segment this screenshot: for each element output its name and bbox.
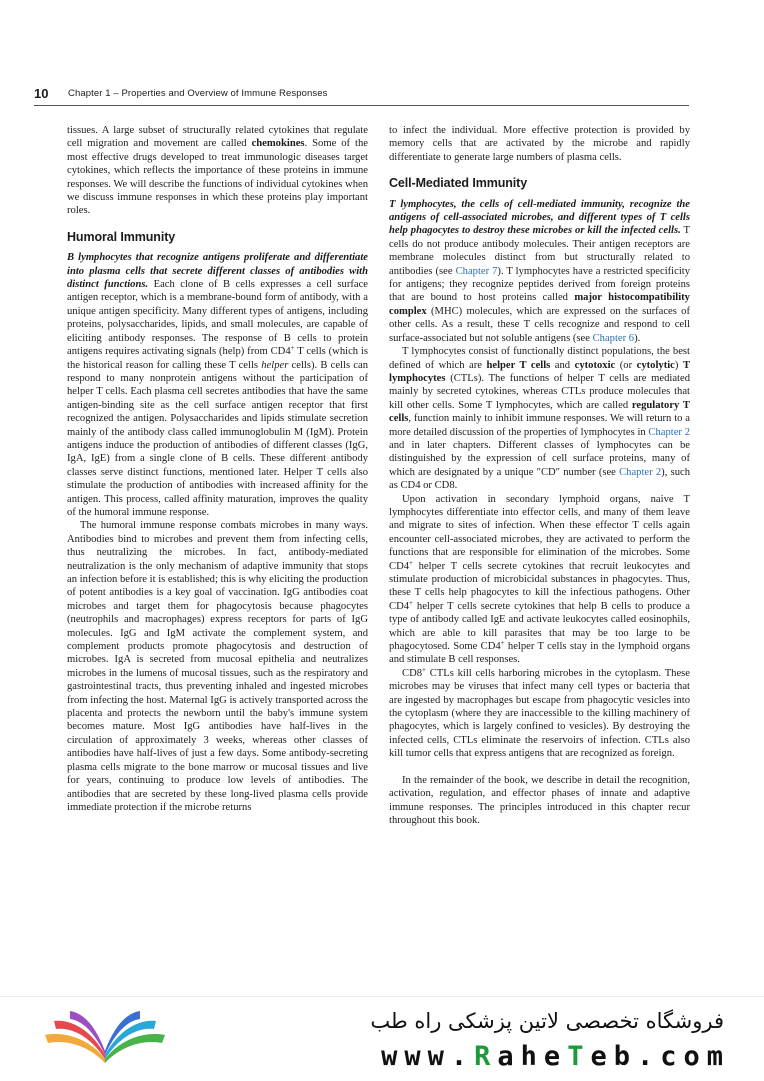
paragraph: The humoral immune response combats microbes in many ways. Antibodies bind to microbes and prevent them from infecting cells, thus neutralizing the microbes. In fact, antibody-mediated neutralization is the only mechanism of adaptive immunity that stops an infection before it is established; this is why eliciting the production of potent antibodies is a key goal of vaccination. IgG antibodies coat microbes and target them for phagocytosis because phagocytes (neutrophils and macrophages) express receptors for parts of IgG molecules. IgG and IgM activate the complement system, and complement products promote phagocytosis and destruction of microbes. IgA is secreted from mucosal epithelia and neutralizes microbes in the lumens of mucosal tissues, such as the respiratory and gastrointestinal tracts, thus preventing inhaled and ingested microbes from infecting the host. Maternal IgG is actively transported across the placenta and protects the newborn until the baby's immune system becomes mature. Most IgG antibodies have half-lives in the circulation of approximately 3 weeks, whereas other classes of antibodies have half-lives of just a few days. Some antibody-secreting plasma cells migrate to the bone marrow or mucosal tissues and live for years, continuing to produce low levels of antibodies. The antibodies that are secreted by these long-lived plasma cells provide immediate protection if the microbe returns [67, 520, 368, 813]
chapter-link[interactable]: Chapter 6 [592, 332, 635, 344]
paragraph: CD8+ CTLs kill cells harboring microbes in the cytoplasm. These microbes may be viruses that infect many cell types or bacteria that are ingested by macrophages but escape from phagocytic vesicles into the cytoplasm (where they are inaccessible to the killing machinery of phagocytes, which is largely confined to vesicles). By destroying the infected cells, CTLs eliminate the reservoirs of infection. CTLs also kill tumor cells that express antigens that are recognized as foreign. [389, 665, 690, 760]
chapter-link[interactable]: Chapter 7 [455, 265, 498, 277]
paragraph: T lymphocytes consist of functionally distinct populations, the best defined of which are helper T cells and cytotoxic (or cytolytic) T lymphocytes (CTLs). The functions of helper T cells are mediated mainly by secreted cytokines, whereas CTLs produce molecules that kill other cells. Some T lymphocytes, which are called regulatory T cells, function mainly to inhibit immune responses. We will return to a more detailed discussion of the properties of lymphocytes in Chapter 2 and in later chapters. Different classes of lymphocytes can be distinguished by the expression of cell surface proteins, many of which are designated by a unique "CD" number (see Chapter 2), such as CD4 or CD8. [389, 346, 690, 492]
paragraph: B lymphocytes that recognize antigens proliferate and differentiate into plasma cells that secrete different classes of antibodies with distinct functions. Each clone of B cells expresses a cell surface antigen receptor, which is a membrane-bound form of antibody, with a unique antigen specificity. Many different types of antigens, including proteins, polysaccharides, lipids, and small molecules, are capable of eliciting antibody responses. The response of B cells to protein antigens requires activating signals (help) from CD4+ T cells (which is the historical reason for calling these T cells helper cells). B cells can respond to many nonprotein antigens without the participation of helper T cells. Each plasma cell secretes antibodies that have the same antigen-binding site as the cell surface antigen receptor that first recognized the antigen. Polysaccharides and lipids stimulate secretion mainly of the antibody class called immunoglobulin M (IgM). Protein antigens induce the production of antibodies of different classes (IgG, IgA, IgE) from a single clone of B cells. These different antibody classes serve distinct functions, mentioned later. Helper T cells also stimulate the production of antibodies with increased affinity for the antigen. This process, called affinity maturation, improves the quality of the humoral immune response. [67, 252, 368, 518]
section-heading-cell-mediated: Cell-Mediated Immunity [389, 176, 528, 191]
paragraph: Upon activation in secondary lymphoid organs, naive T lymphocytes differentiate into effector cells, and many of them leave and migrate to sites of infection. When these effector T cells again encounter cell-associated microbes, they are activated to perform the functions that are responsible for elimination of the microbes. Some CD4+ helper T cells secrete cytokines that recruit leukocytes and stimulate production of microbicidal substances in phagocytes. Thus, these T cells help phagocytes to kill the infectious pathogens. Other CD4+ helper T cells secrete cytokines that help B cells to produce a type of antibody called IgE and activate leukocytes called eosinophils, which are able to kill parasites that may be too large to be phagocytosed. Some CD4+ helper T cells stay in the lymphoid organs and stimulate B cell responses. [389, 493, 690, 666]
paragraph: tissues. A large subset of structurally related cytokines that regulate cell migration and movement are called chemokines. Some of the most effective drugs developed to treat immunologic diseases target cytokines, which reflects the importance of these proteins in immune responses. We will describe the functions of individual cytokines when we discuss immune responses in which these proteins play important roles. [67, 125, 368, 217]
page-number: 10 [34, 86, 49, 101]
page-header [34, 86, 694, 106]
left-column [67, 124, 368, 984]
paragraph: T lymphocytes, the cells of cell-mediated immunity, recognize the antigens of cell-associated microbes, and different types of T cells help phagocytes to destroy these microbes or kill the infected cells. T cells do not produce antibody molecules. Their antigen receptors are membrane molecules distinct from but structurally related to antibodies (see Chapter 7). T lymphocytes have a restricted specificity for antigens; they recognize peptides derived from foreign proteins that are bound to host proteins called major histocompatibility complex (MHC) molecules, which are expressed on the surfaces of other cells. As a result, these T cells recognize and respond to cell surface-associated but not soluble antigens (see Chapter 6). [389, 198, 690, 344]
chapter-link[interactable]: Chapter 2 [619, 466, 662, 478]
right-column [389, 124, 690, 984]
chapter-link[interactable]: Chapter 2 [648, 426, 690, 438]
header-rule [34, 105, 689, 106]
paragraph: In the remainder of the book, we describe in detail the recognition, activation, regulation, and effector phases of innate and adaptive immune responses. The principles introduced in this chapter recur throughout this book. [389, 774, 690, 826]
section-heading-humoral: Humoral Immunity [67, 229, 176, 244]
paragraph: to infect the individual. More effective protection is provided by memory cells that are activated by the microbe and rapidly differentiate to generate large numbers of plasma cells. [389, 125, 690, 163]
shop-name: فروشگاه تخصصی لاتین پزشکی راه طب [370, 1009, 724, 1033]
book-logo-icon [40, 1009, 170, 1071]
watermark-banner [0, 996, 764, 1081]
site-url[interactable]: www.RaheTeb.com [381, 1041, 730, 1072]
running-head: Chapter 1 – Properties and Overview of Immune Responses [68, 88, 328, 99]
